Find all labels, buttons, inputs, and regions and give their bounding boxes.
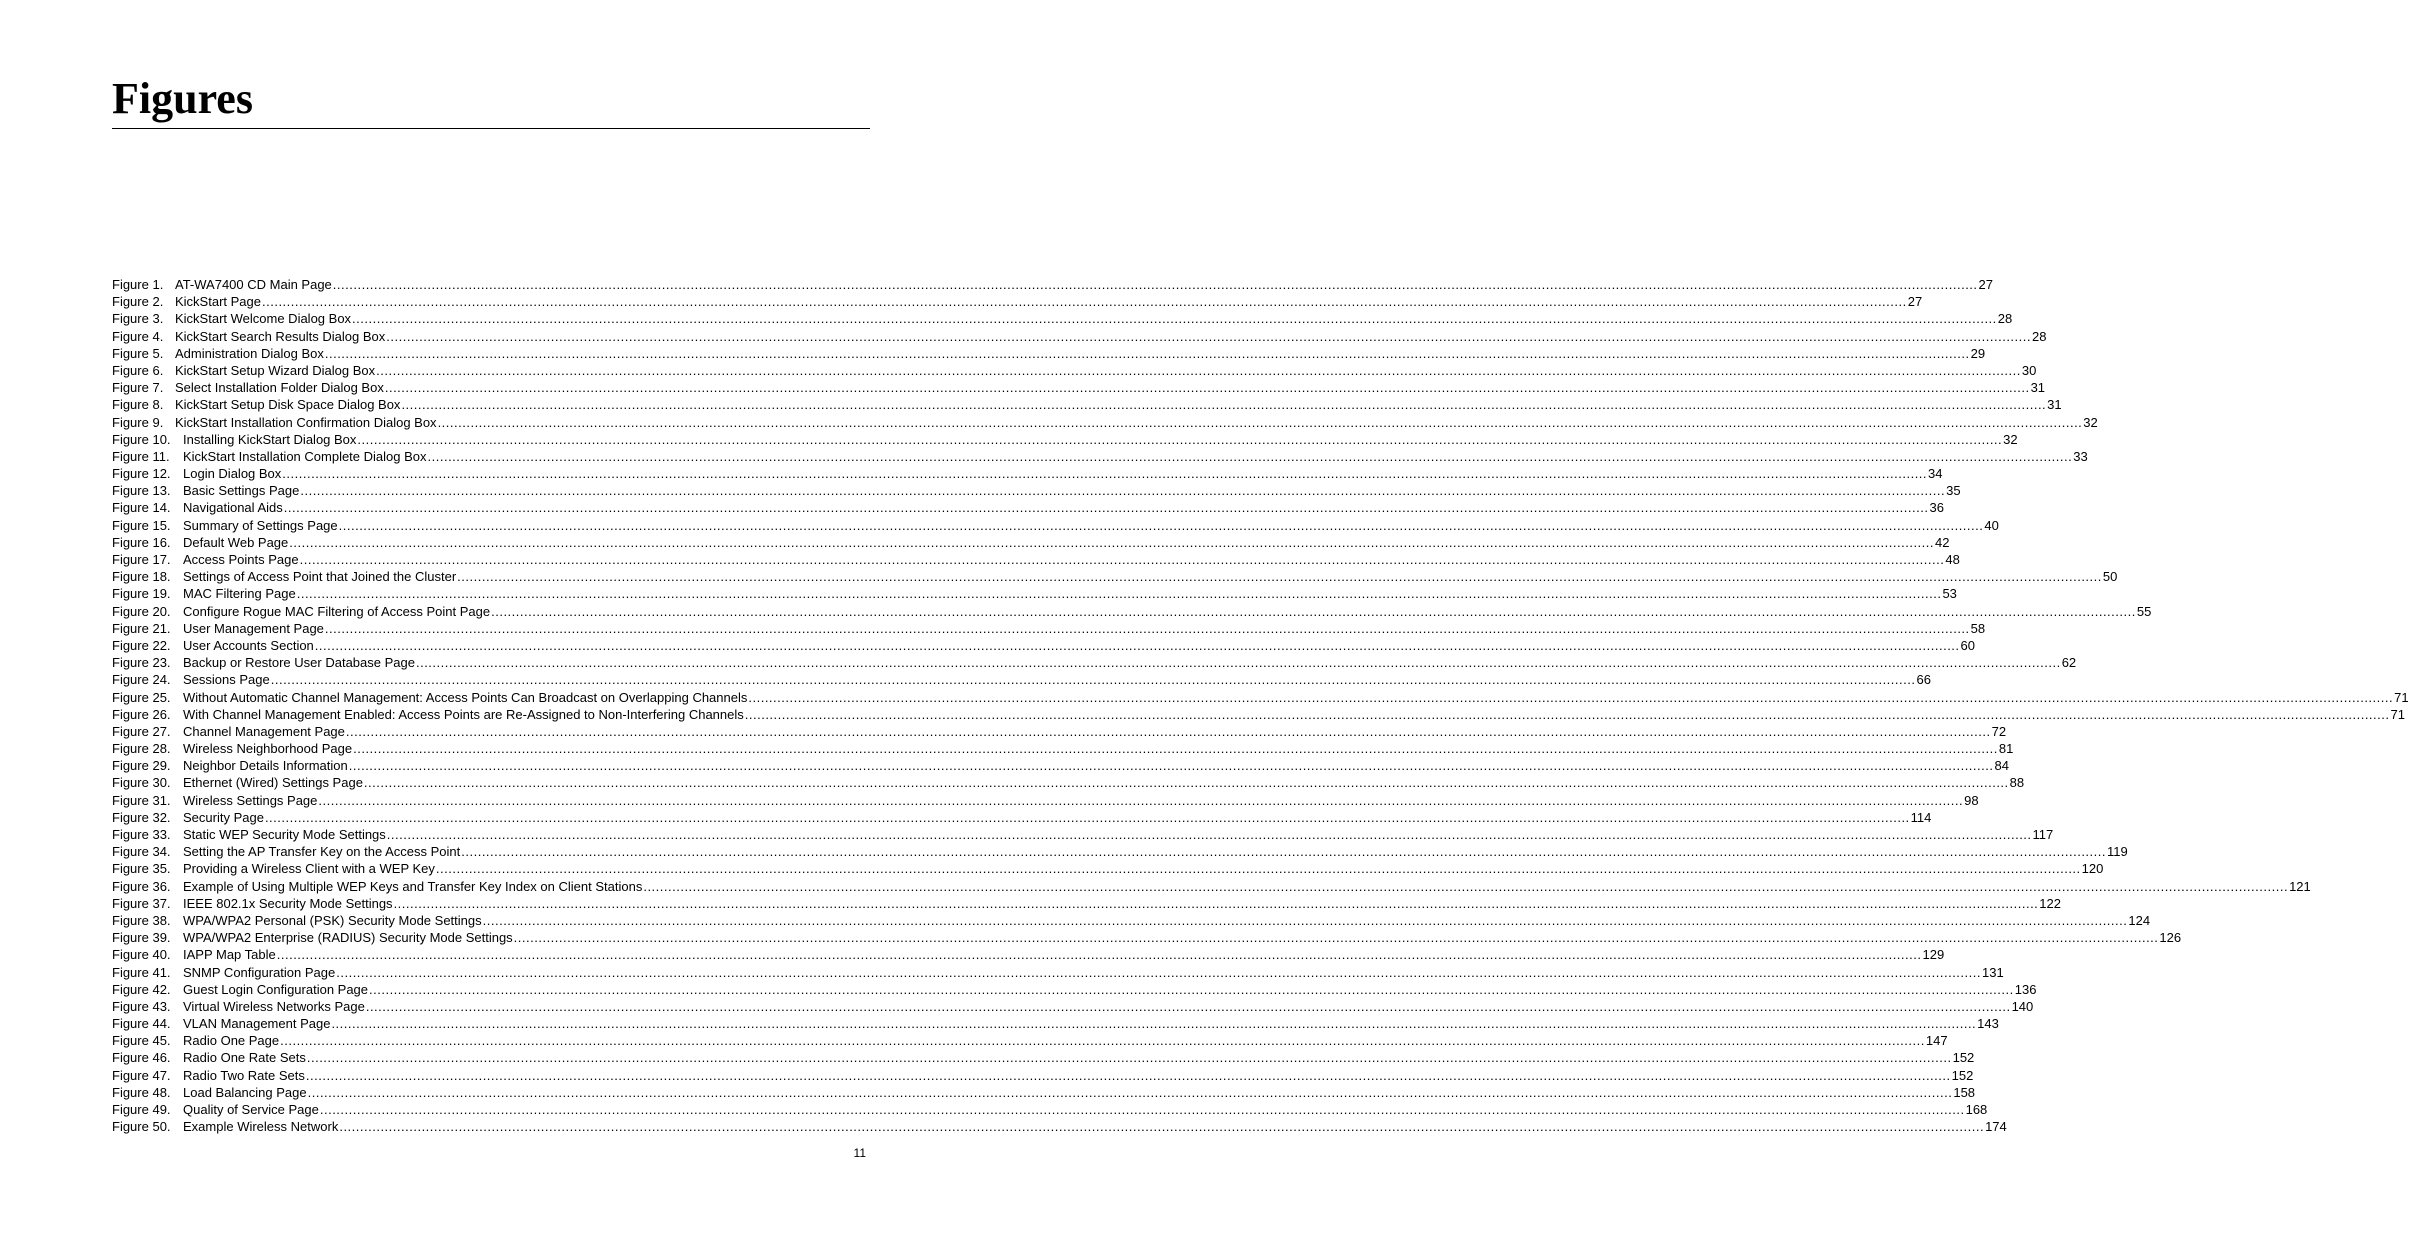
figure-title: Guest Login Configuration Page	[183, 981, 369, 997]
figure-title: IEEE 802.1x Security Mode Settings	[183, 895, 393, 911]
figure-title: Static WEP Security Mode Settings	[183, 827, 386, 842]
dot-leader: ................................................................................................................................................................................................................................................................................................................................................................................................................	[437, 414, 2083, 430]
figure-title: Default Web Page	[183, 534, 289, 550]
figure-title: Sessions Page	[183, 672, 270, 688]
figure-page-number: 30	[2021, 362, 2037, 378]
figure-title: Channel Management Page	[183, 723, 345, 739]
figure-title: Neighbor Details Information	[183, 758, 348, 774]
figure-entry[interactable]	[112, 482, 1961, 499]
figure-number: Figure 20.	[112, 603, 171, 619]
dot-leader: ................................................................................................................................................................................................................................................................................................................................................................................................................	[300, 483, 1946, 499]
figure-entry[interactable]	[112, 964, 2004, 981]
figure-page-number: 121	[2289, 878, 2311, 894]
figure-title: Administration Dialog Box	[175, 345, 324, 361]
figure-entry[interactable]	[112, 551, 1960, 568]
figure-page-number: 152	[1952, 1050, 1975, 1066]
figure-entry[interactable]	[112, 912, 2151, 929]
figure-entry[interactable]	[112, 981, 2037, 998]
figure-entry[interactable]	[112, 1101, 1988, 1118]
figure-entry[interactable]	[112, 774, 2025, 791]
figure-title: With Channel Management Enabled: Access Points are Re-Assigned to Non-Interfering Channels	[183, 706, 744, 722]
figure-title: Access Points Page	[183, 552, 299, 567]
figure-number: Figure 44.	[112, 1016, 171, 1032]
dot-leader: ................................................................................................................................................................................................................................................................................................................................................................................................................	[324, 345, 1970, 361]
figure-number: Figure 33.	[112, 827, 171, 842]
figure-entry[interactable]	[112, 499, 1944, 516]
figure-title: Wireless Neighborhood Page	[183, 741, 353, 757]
dot-leader: ................................................................................................................................................................................................................................................................................................................................................................................................................	[331, 1016, 1977, 1032]
figure-page-number: 129	[1922, 947, 1945, 963]
figure-number: Figure 1.	[112, 277, 164, 292]
dot-leader: ................................................................................................................................................................................................................................................................................................................................................................................................................	[513, 930, 2159, 946]
dot-leader: ................................................................................................................................................................................................................................................................................................................................................................................................................	[363, 775, 2009, 791]
figure-page-number: 42	[1935, 534, 1950, 550]
dot-leader: ................................................................................................................................................................................................................................................................................................................................................................................................................	[427, 448, 2073, 464]
figure-number: Figure 3.	[112, 311, 164, 327]
figure-title: Radio Two Rate Sets	[183, 1067, 305, 1083]
figure-page-number: 27	[1978, 277, 1993, 292]
figure-page-number: 143	[1977, 1016, 1999, 1032]
dot-leader: ................................................................................................................................................................................................................................................................................................................................................................................................................	[314, 637, 1960, 653]
figure-entry[interactable]	[112, 637, 1975, 654]
figure-number: Figure 22.	[112, 637, 171, 653]
figure-title: Example of Using Multiple WEP Keys and Transfer Key Index on Client Stations	[183, 878, 643, 894]
dot-leader: ................................................................................................................................................................................................................................................................................................................................................................................................................	[338, 517, 1984, 533]
dot-leader: ................................................................................................................................................................................................................................................................................................................................................................................................................	[283, 500, 1929, 516]
figure-number: Figure 19.	[112, 586, 171, 602]
dot-leader: ................................................................................................................................................................................................................................................................................................................................................................................................................	[289, 534, 1935, 550]
figure-title: Configure Rogue MAC Filtering of Access Point Page	[183, 603, 491, 619]
figure-page-number: 140	[2011, 998, 2034, 1014]
figure-number: Figure 47.	[112, 1067, 171, 1083]
figure-page-number: 40	[1984, 517, 1999, 533]
dot-leader: ................................................................................................................................................................................................................................................................................................................................................................................................................	[306, 1050, 1952, 1066]
page-title: Figures	[112, 74, 253, 123]
figure-entry[interactable]	[112, 517, 1999, 534]
figure-number: Figure 40.	[112, 947, 171, 963]
dot-leader: ................................................................................................................................................................................................................................................................................................................................................................................................................	[744, 706, 2390, 722]
figure-page-number: 158	[1953, 1084, 1976, 1100]
figure-page-number: 119	[2107, 844, 2128, 860]
dot-leader: ................................................................................................................................................................................................................................................................................................................................................................................................................	[376, 362, 2021, 378]
figure-title: KickStart Search Results Dialog Box	[175, 328, 386, 344]
dot-leader: ................................................................................................................................................................................................................................................................................................................................................................................................................	[457, 569, 2102, 585]
dot-leader: ................................................................................................................................................................................................................................................................................................................................................................................................................	[336, 964, 1981, 980]
dot-leader: ................................................................................................................................................................................................................................................................................................................................................................................................................	[296, 586, 1942, 602]
dot-leader: ................................................................................................................................................................................................................................................................................................................................................................................................................	[369, 981, 2014, 997]
figure-page-number: 28	[1997, 311, 2013, 327]
figure-page-number: 58	[1970, 620, 1986, 636]
figure-title: KickStart Page	[175, 294, 261, 310]
figure-entry[interactable]	[112, 929, 2182, 946]
figure-entry[interactable]	[112, 706, 2405, 723]
dot-leader: ................................................................................................................................................................................................................................................................................................................................................................................................................	[365, 998, 2011, 1014]
figure-page-number: 72	[1991, 723, 2007, 739]
figure-number: Figure 28.	[112, 741, 171, 757]
dot-leader: ................................................................................................................................................................................................................................................................................................................................................................................................................	[348, 758, 1994, 774]
figure-entry[interactable]	[112, 998, 2034, 1015]
figure-number: Figure 46.	[112, 1050, 171, 1066]
figure-entry[interactable]	[112, 603, 2152, 620]
figure-entry[interactable]	[112, 1118, 2007, 1135]
figure-number: Figure 36.	[112, 878, 171, 894]
figure-page-number: 50	[2102, 569, 2118, 585]
dot-leader: ................................................................................................................................................................................................................................................................................................................................................................................................................	[384, 380, 2030, 396]
figure-entry[interactable]	[112, 345, 1986, 362]
figure-entry[interactable]	[112, 276, 1993, 293]
figure-page-number: 114	[1910, 809, 1932, 825]
figure-page-number: 131	[1981, 964, 2004, 980]
figure-entry[interactable]	[112, 895, 2061, 912]
figure-entry[interactable]	[112, 809, 1932, 826]
figure-entry[interactable]	[112, 946, 1945, 963]
figure-number: Figure 25.	[112, 689, 171, 705]
figure-title: Radio One Page	[183, 1033, 280, 1049]
list-of-figures	[112, 276, 2409, 1135]
figure-number: Figure 34.	[112, 844, 171, 860]
figure-number: Figure 23.	[112, 655, 171, 671]
figure-number: Figure 24.	[112, 672, 171, 688]
figure-entry[interactable]	[112, 328, 2047, 345]
figure-page-number: 71	[2390, 706, 2405, 722]
figure-number: Figure 8.	[112, 397, 164, 413]
figure-title: KickStart Setup Wizard Dialog Box	[175, 362, 376, 378]
figure-title: Ethernet (Wired) Settings Page	[183, 775, 363, 791]
figure-page-number: 168	[1965, 1102, 1988, 1117]
figure-title: KickStart Welcome Dialog Box	[175, 311, 352, 327]
figure-title: WPA/WPA2 Enterprise (RADIUS) Security Mode Settings	[183, 930, 513, 946]
figure-page-number: 136	[2014, 981, 2037, 997]
figure-entry[interactable]	[112, 1032, 1948, 1049]
dot-leader: ................................................................................................................................................................................................................................................................................................................................................................................................................	[307, 1084, 1953, 1100]
figure-title: User Accounts Section	[183, 637, 314, 653]
dot-leader: ................................................................................................................................................................................................................................................................................................................................................................................................................	[339, 1119, 1985, 1135]
figure-page-number: 122	[2039, 895, 2061, 911]
figure-number: Figure 4.	[112, 328, 164, 344]
figure-title: Installing KickStart Dialog Box	[183, 431, 357, 447]
figure-number: Figure 42.	[112, 981, 171, 997]
dot-leader: ................................................................................................................................................................................................................................................................................................................................................................................................................	[482, 912, 2128, 928]
figure-entry[interactable]	[112, 585, 1957, 602]
figure-title: Without Automatic Channel Management: Access Points Can Broadcast on Overlapping Channels	[183, 689, 748, 705]
dot-leader: ................................................................................................................................................................................................................................................................................................................................................................................................................	[643, 878, 2289, 894]
figure-page-number: 66	[1916, 672, 1931, 688]
figure-entry[interactable]	[112, 379, 2046, 396]
figure-entry[interactable]	[112, 1049, 1975, 1066]
figure-number: Figure 17.	[112, 552, 171, 567]
figure-number: Figure 35.	[112, 861, 171, 877]
figure-title: MAC Filtering Page	[183, 586, 296, 602]
dot-leader: ................................................................................................................................................................................................................................................................................................................................................................................................................	[318, 792, 1964, 808]
figure-number: Figure 18.	[112, 569, 171, 585]
dot-leader: ................................................................................................................................................................................................................................................................................................................................................................................................................	[415, 655, 2061, 671]
figure-entry[interactable]	[112, 878, 2311, 895]
figure-title: Summary of Settings Page	[183, 517, 338, 533]
figure-number: Figure 37.	[112, 895, 171, 911]
figure-entry[interactable]	[112, 757, 2009, 774]
figure-title: Quality of Service Page	[183, 1102, 319, 1117]
figure-page-number: 32	[2003, 431, 2018, 447]
figure-title: KickStart Installation Complete Dialog Box	[183, 448, 427, 464]
figure-title: Security Page	[183, 809, 264, 825]
figure-title: Settings of Access Point that Joined the Cluster	[183, 569, 457, 585]
dot-leader: ................................................................................................................................................................................................................................................................................................................................................................................................................	[264, 809, 1910, 825]
figure-entry[interactable]	[112, 843, 2128, 860]
figure-number: Figure 48.	[112, 1084, 171, 1100]
figure-entry[interactable]	[112, 362, 2037, 379]
dot-leader: ................................................................................................................................................................................................................................................................................................................................................................................................................	[324, 620, 1970, 636]
figure-page-number: 120	[2081, 861, 2104, 877]
figure-page-number: 34	[1928, 466, 1943, 482]
figure-title: KickStart Installation Confirmation Dialog Box	[175, 414, 437, 430]
dot-leader: ................................................................................................................................................................................................................................................................................................................................................................................................................	[276, 947, 1922, 963]
figure-number: Figure 5.	[112, 345, 164, 361]
figure-page-number: 98	[1964, 792, 1979, 808]
figure-title: Setting the AP Transfer Key on the Access Point	[183, 844, 461, 860]
figure-page-number: 35	[1946, 483, 1961, 499]
dot-leader: ................................................................................................................................................................................................................................................................................................................................................................................................................	[357, 431, 2003, 447]
figure-title: VLAN Management Page	[183, 1016, 331, 1032]
figure-page-number: 33	[2073, 448, 2088, 464]
figure-number: Figure 39.	[112, 930, 171, 946]
figure-entry[interactable]	[112, 723, 2007, 740]
figure-title: Navigational Aids	[183, 500, 283, 516]
figure-entry[interactable]	[112, 568, 2118, 585]
figure-title: Wireless Settings Page	[183, 792, 318, 808]
figure-number: Figure 2.	[112, 294, 164, 310]
figure-page-number: 27	[1907, 294, 1923, 310]
figure-number: Figure 15.	[112, 517, 171, 533]
figure-title: Example Wireless Network	[183, 1119, 339, 1135]
figure-title: Providing a Wireless Client with a WEP Key	[183, 861, 435, 877]
dot-leader: ................................................................................................................................................................................................................................................................................................................................................................................................................	[270, 672, 1916, 688]
dot-leader: ................................................................................................................................................................................................................................................................................................................................................................................................................	[491, 603, 2136, 619]
figure-entry[interactable]	[112, 689, 2409, 706]
figure-number: Figure 13.	[112, 483, 171, 499]
figure-entry[interactable]	[112, 792, 1979, 809]
figure-page-number: 152	[1951, 1067, 1974, 1083]
figure-number: Figure 43.	[112, 998, 171, 1014]
figure-title: SNMP Configuration Page	[183, 964, 336, 980]
figure-number: Figure 32.	[112, 809, 171, 825]
figure-page-number: 31	[2030, 380, 2046, 396]
dot-leader: ................................................................................................................................................................................................................................................................................................................................................................................................................	[748, 689, 2394, 705]
figure-number: Figure 11.	[112, 448, 170, 464]
dot-leader: ................................................................................................................................................................................................................................................................................................................................................................................................................	[353, 741, 1998, 757]
figure-number: Figure 31.	[112, 792, 171, 808]
figure-title: AT-WA7400 CD Main Page	[175, 277, 332, 292]
figure-entry[interactable]	[112, 293, 1923, 310]
figure-number: Figure 26.	[112, 706, 171, 722]
figure-page-number: 124	[2128, 912, 2151, 928]
dot-leader: ................................................................................................................................................................................................................................................................................................................................................................................................................	[393, 895, 2039, 911]
dot-leader: ................................................................................................................................................................................................................................................................................................................................................................................................................	[262, 294, 1907, 310]
figure-number: Figure 14.	[112, 500, 171, 516]
figure-number: Figure 21.	[112, 620, 171, 636]
figure-page-number: 31	[2047, 397, 2062, 413]
figure-title: Radio One Rate Sets	[183, 1050, 306, 1066]
figure-entry[interactable]	[112, 620, 1986, 637]
figure-entry[interactable]	[112, 465, 1943, 482]
dot-leader: ................................................................................................................................................................................................................................................................................................................................................................................................................	[386, 328, 2031, 344]
figure-title: KickStart Setup Disk Space Dialog Box	[175, 397, 401, 413]
figure-number: Figure 45.	[112, 1033, 171, 1049]
figure-number: Figure 27.	[112, 723, 171, 739]
figure-entry[interactable]	[112, 654, 2077, 671]
figure-title: Login Dialog Box	[183, 466, 282, 482]
figure-number: Figure 16.	[112, 534, 171, 550]
figure-page-number: 60	[1960, 637, 1975, 653]
figure-page-number: 29	[1970, 345, 1986, 361]
figure-entry[interactable]	[112, 671, 1931, 688]
dot-leader: ................................................................................................................................................................................................................................................................................................................................................................................................................	[435, 861, 2081, 877]
figure-title: IAPP Map Table	[183, 947, 276, 963]
figure-title: Load Balancing Page	[183, 1084, 307, 1100]
figure-page-number: 55	[2136, 603, 2152, 619]
figure-entry[interactable]	[112, 826, 2054, 843]
dot-leader: ................................................................................................................................................................................................................................................................................................................................................................................................................	[280, 1033, 1925, 1049]
figure-page-number: 117	[2032, 827, 2054, 842]
figure-number: Figure 41.	[112, 964, 171, 980]
dot-leader: ................................................................................................................................................................................................................................................................................................................................................................................................................	[305, 1067, 1951, 1083]
figure-entry[interactable]	[112, 448, 2088, 465]
figure-title: User Management Page	[183, 620, 324, 636]
figure-number: Figure 30.	[112, 775, 171, 791]
figure-page-number: 126	[2159, 930, 2182, 946]
figure-number: Figure 49.	[112, 1102, 171, 1117]
dot-leader: ................................................................................................................................................................................................................................................................................................................................................................................................................	[319, 1102, 1965, 1117]
dot-leader: ................................................................................................................................................................................................................................................................................................................................................................................................................	[386, 827, 2032, 842]
figure-number: Figure 29.	[112, 758, 171, 774]
figure-page-number: 81	[1998, 741, 2014, 757]
dot-leader: ................................................................................................................................................................................................................................................................................................................................................................................................................	[401, 397, 2047, 413]
figure-page-number: 36	[1929, 500, 1944, 516]
dot-leader: ................................................................................................................................................................................................................................................................................................................................................................................................................	[282, 466, 1928, 482]
dot-leader: ................................................................................................................................................................................................................................................................................................................................................................................................................	[461, 844, 2106, 860]
figure-page-number: 71	[2394, 689, 2409, 705]
figure-number: Figure 10.	[112, 431, 171, 447]
page-number: 11	[853, 1146, 866, 1160]
figure-number: Figure 6.	[112, 362, 164, 378]
figure-entry[interactable]	[112, 396, 2062, 413]
figure-page-number: 48	[1945, 552, 1960, 567]
figure-title: Backup or Restore User Database Page	[183, 655, 415, 671]
figure-page-number: 84	[1994, 758, 2009, 774]
figure-entry[interactable]	[112, 860, 2104, 877]
figure-page-number: 62	[2061, 655, 2077, 671]
figure-entry[interactable]	[112, 310, 2013, 327]
figure-page-number: 32	[2083, 414, 2098, 430]
figure-entry[interactable]	[112, 431, 2018, 448]
dot-leader: ................................................................................................................................................................................................................................................................................................................................................................................................................	[299, 552, 1945, 567]
figure-entry[interactable]	[112, 740, 2014, 757]
figure-title: Virtual Wireless Networks Page	[183, 998, 365, 1014]
figure-title: Select Installation Folder Dialog Box	[175, 380, 384, 396]
figure-entry[interactable]	[112, 1067, 1974, 1084]
figure-number: Figure 7.	[112, 380, 164, 396]
figure-page-number: 174	[1985, 1119, 2007, 1135]
figure-entry[interactable]	[112, 414, 2098, 431]
figure-title: Basic Settings Page	[183, 483, 300, 499]
figure-number: Figure 12.	[112, 466, 171, 482]
dot-leader: ................................................................................................................................................................................................................................................................................................................................................................................................................	[332, 277, 1978, 292]
figure-entry[interactable]	[112, 534, 1950, 551]
figure-entry[interactable]	[112, 1015, 1999, 1032]
figure-page-number: 28	[2032, 328, 2047, 344]
figure-page-number: 88	[2009, 775, 2025, 791]
figure-number: Figure 9.	[112, 414, 164, 430]
figure-page-number: 53	[1942, 586, 1957, 602]
dot-leader: ................................................................................................................................................................................................................................................................................................................................................................................................................	[352, 311, 1997, 327]
figure-entry[interactable]	[112, 1084, 1976, 1101]
title-divider	[112, 128, 870, 129]
dot-leader: ................................................................................................................................................................................................................................................................................................................................................................................................................	[345, 723, 1991, 739]
figure-number: Figure 38.	[112, 912, 171, 928]
figure-number: Figure 50.	[112, 1119, 171, 1135]
figure-page-number: 147	[1925, 1033, 1948, 1049]
figure-title: WPA/WPA2 Personal (PSK) Security Mode Settings	[183, 912, 482, 928]
